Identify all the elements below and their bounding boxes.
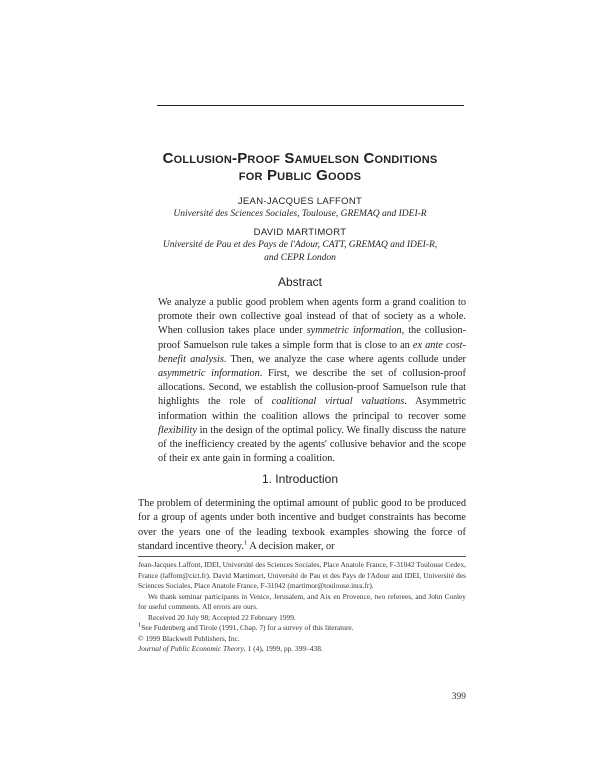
- introduction-text: The problem of determining the optimal amount of public good to be produced for a group of agents under both incentive and budget constraints has become over the years one of the leading texbook examples showing the force of standard incentive theory.: [138, 498, 466, 552]
- abstract-emphasis: flexibility: [158, 424, 197, 436]
- abstract-text-segment: . Asymmetric information within the coalition allows the principal to recover some: [158, 396, 467, 422]
- introduction-heading: 1. Introduction: [261, 472, 339, 486]
- abstract-emphasis: asymmetric information: [158, 368, 260, 380]
- abstract-emphasis: symmetric information: [306, 325, 402, 337]
- header-rule: [157, 105, 464, 106]
- abstract-text-segment: in the design of the optimal policy. We finally discuss the nature of the inefficiency created by the agents' collusive behavior and the scope of their ex ante gain in forming a coalition.: [158, 424, 466, 465]
- abstract-text-segment: . Then, we analyze the case where agents collude under: [223, 353, 466, 365]
- abstract-emphasis: ex ante cost-benefit analysis: [158, 339, 466, 365]
- abstract-emphasis: coalitional virtual valuations: [271, 396, 405, 408]
- footnote-rule: [138, 556, 466, 557]
- paper-title-line-2: for Public Goods: [238, 167, 362, 184]
- abstract-heading: Abstract: [277, 275, 322, 289]
- journal-citation-details: , 1 (4), 1999, pp. 399–438.: [243, 644, 323, 653]
- author-name-laffont: JEAN-JACQUES LAFFONT: [237, 196, 363, 207]
- acknowledgements-note: We thank seminar participants in Venice, Jerusalem, and Aix en Provence, two referees, and John Conley for useful comments. All errors are ours.: [138, 591, 466, 611]
- abstract-text-segment: . First, we describe the set of collusion-proof allocations. Second, we establish the collusion-proof Samuelson rule that highlights the role of: [158, 368, 466, 408]
- abstract-text-segment: We analyze a public good problem when agents form a grand coalition to promote their own collective goal instead of that of society as a whole. When collusion takes place under: [158, 297, 466, 337]
- footnotes: [138, 560, 466, 655]
- footnote-1-mark: 1: [138, 621, 142, 629]
- footnote-reference: 1: [243, 539, 248, 547]
- abstract-text: [158, 296, 466, 466]
- paper-title-line-1: Collusion-Proof Samuelson Conditions: [162, 150, 438, 167]
- journal-name: Journal of Public Economic Theory: [138, 644, 244, 653]
- author-address-note: Jean-Jacques Laffont, IDEI, Université des Sciences Sociales, Place Anatole France, F-31042 Toulouse Cedex, France (laffont@cict.fr). David Martimort, Université de Pau et des Pays de l'Adour and IDEI, Université des Sciences Sociales, Place Anatole France, F-31042 (martimor@toulouse.inra.fr).: [138, 560, 466, 590]
- introduction-paragraph: [138, 497, 466, 554]
- author-name-martimort: DAVID MARTIMORT: [253, 227, 347, 238]
- footnote-1-text: See Fudenberg and Tirole (1991, Chap. 7) for a survey of this literature.: [141, 623, 354, 632]
- received-note: Received 20 July 98; Accepted 22 February 1999.: [148, 612, 296, 622]
- author-affiliation-martimort-line-2: and CEPR London: [264, 253, 336, 263]
- author-affiliation-laffont: Université des Sciences Sociales, Toulouse, GREMAQ and IDEI-R: [173, 209, 427, 219]
- journal-citation: [138, 644, 466, 655]
- introduction-text-continued: A decision maker, or: [247, 540, 335, 552]
- footnote-1: [138, 623, 466, 634]
- page-number: 399: [451, 692, 466, 702]
- author-affiliation-martimort-line-1: Université de Pau et des Pays de l'Adour, CATT, GREMAQ and IDEI-R,: [162, 240, 438, 250]
- copyright-note: © 1999 Blackwell Publishers, Inc.: [138, 633, 240, 643]
- abstract-text-segment: , the collusion-proof Samuelson rule takes a simple form that is close to an: [158, 325, 466, 351]
